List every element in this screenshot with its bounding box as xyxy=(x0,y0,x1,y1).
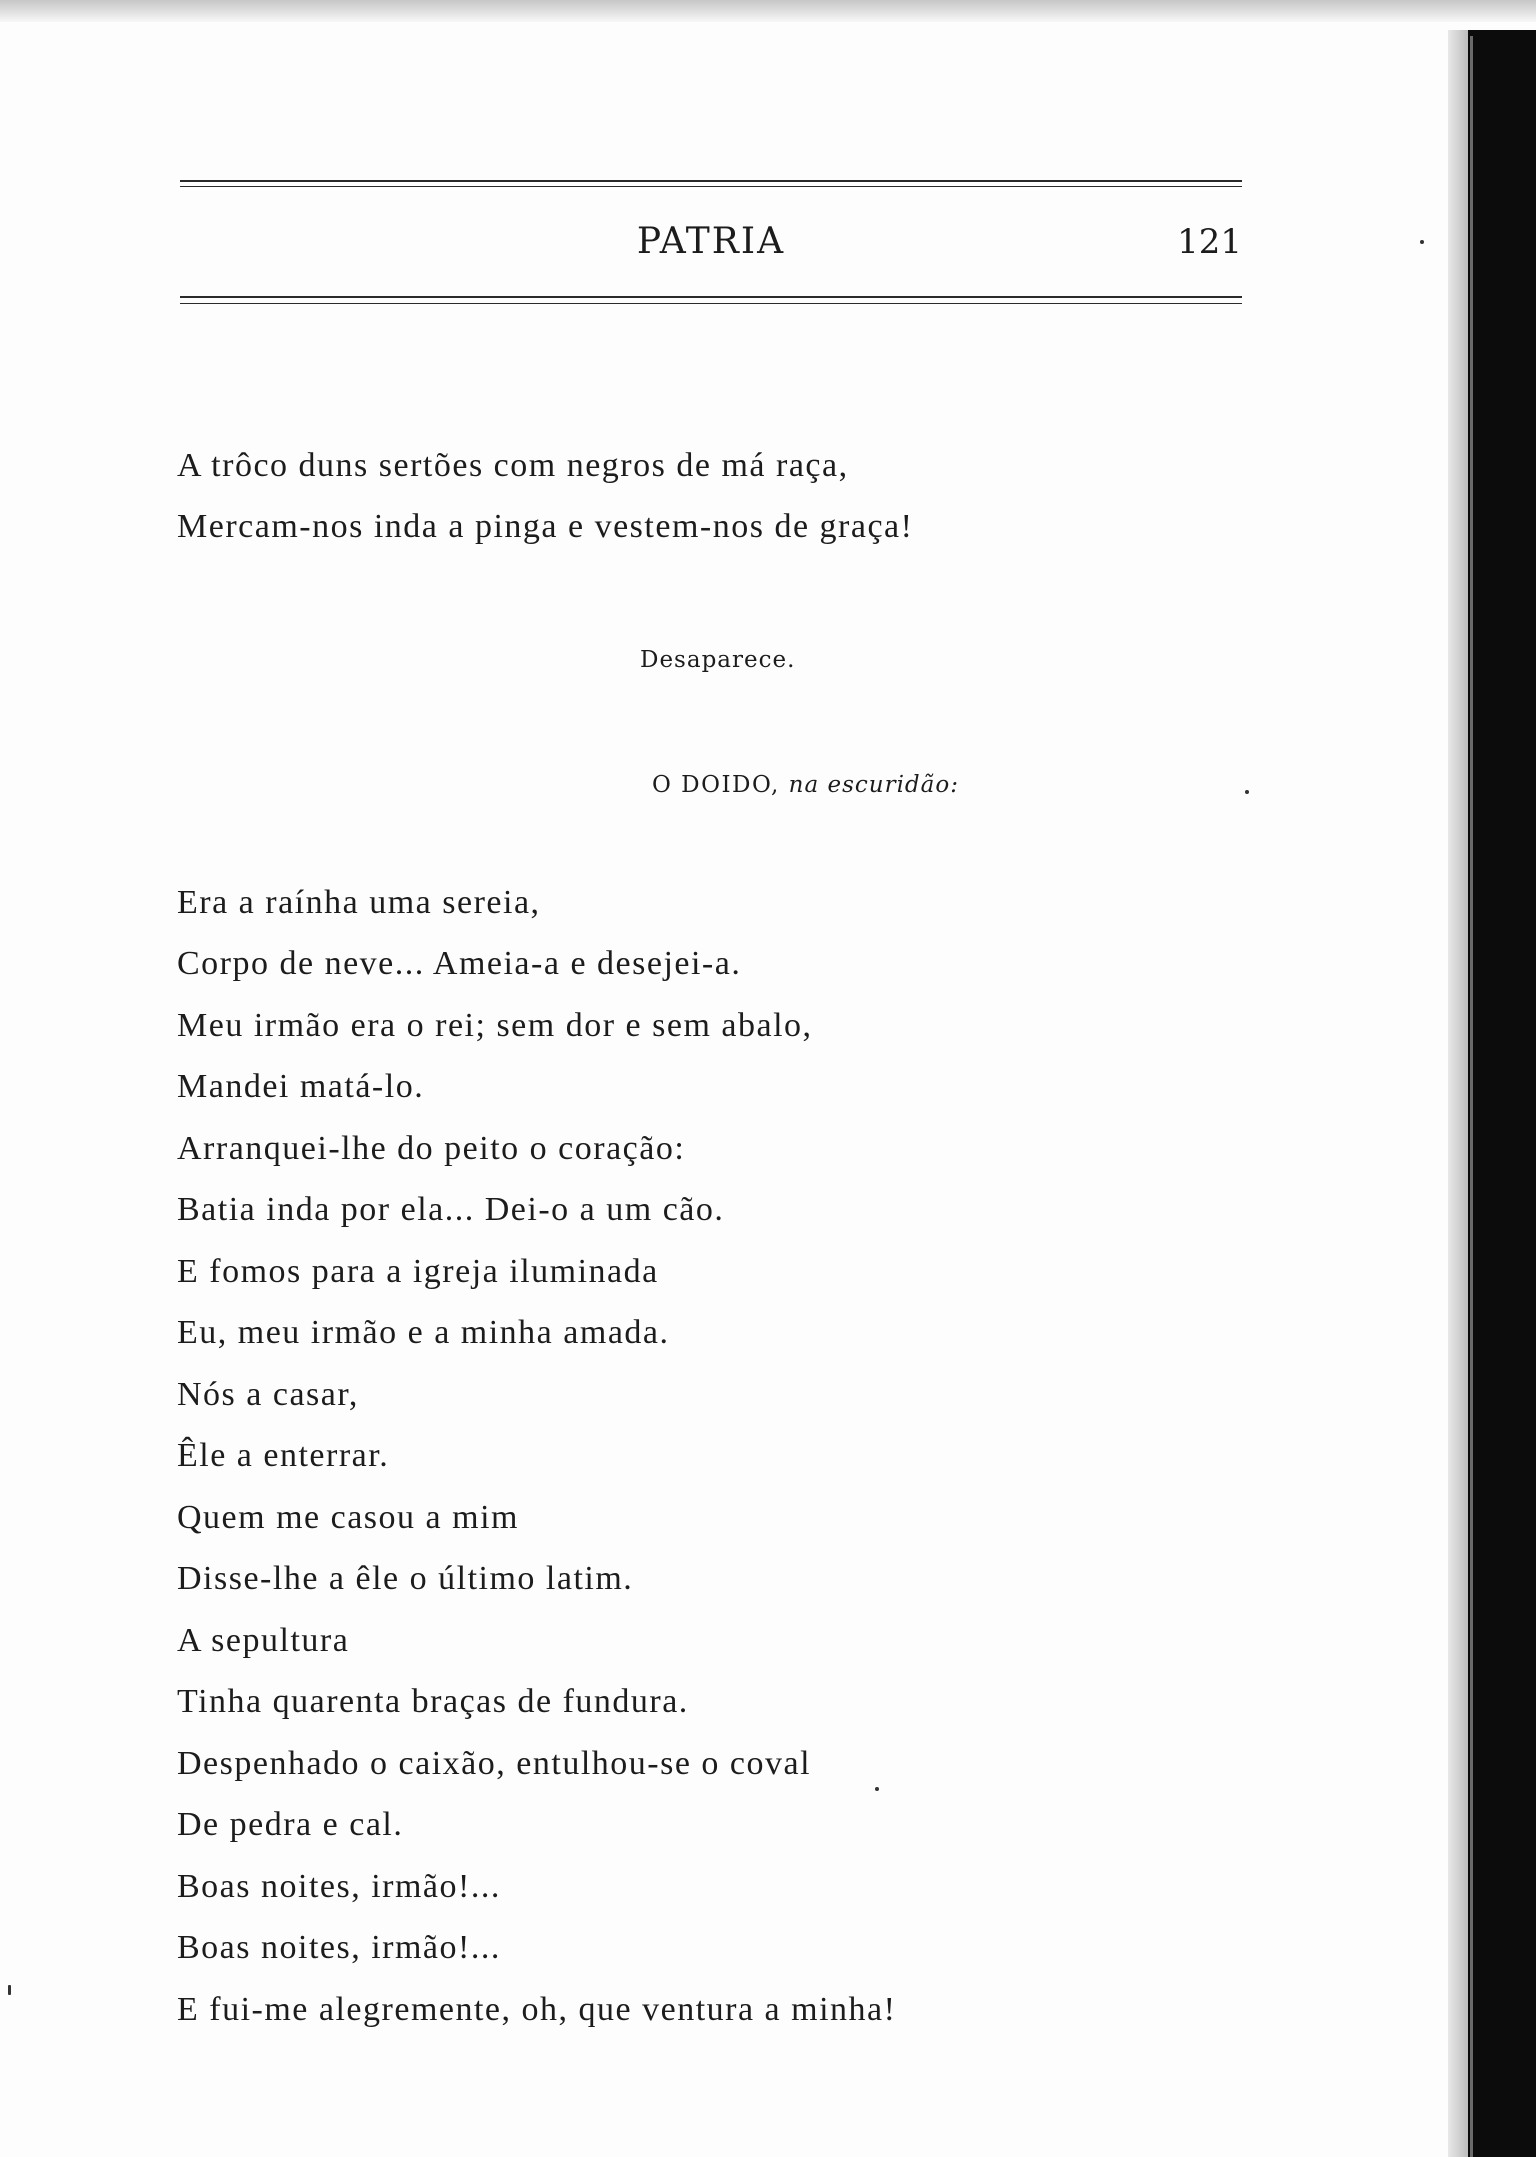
verse-line: Êle a enterrar. xyxy=(177,1437,390,1474)
header-rule-top xyxy=(180,180,1242,182)
verse-line: Batia inda por ela... Dei-o a um cão. xyxy=(177,1191,725,1228)
verse-line: Despenhado o caixão, entulhou-se o coval xyxy=(177,1745,812,1782)
verse-line: Era a raínha uma sereia, xyxy=(177,884,541,921)
verse-line: Mandei matá-lo. xyxy=(177,1068,425,1105)
running-head xyxy=(180,218,1242,266)
header-rule-bottom-thin xyxy=(180,303,1242,304)
binding-shadow xyxy=(1448,30,1468,2157)
verse-line: Eu, meu irmão e a minha amada. xyxy=(177,1314,670,1351)
scan-speck xyxy=(8,1985,11,1995)
verse-line: E fui-me alegremente, oh, que ventura a minha! xyxy=(177,1991,897,2028)
scan-speck xyxy=(1245,790,1249,794)
speaker-name: O DOIDO, xyxy=(652,772,780,798)
verse-line: Boas noites, irmão!... xyxy=(177,1929,501,1966)
verse-line: Quem me casou a mim xyxy=(177,1499,519,1536)
verse-line: Boas noites, irmão!... xyxy=(177,1868,501,1905)
stage-direction: Desaparece. xyxy=(640,647,796,673)
header-rule-top-thin xyxy=(180,186,1242,187)
page-number: 121 xyxy=(1177,222,1242,262)
binding-edge-highlight xyxy=(1470,36,1473,2157)
header-rule-bottom xyxy=(180,296,1242,298)
verse-line: Nós a casar, xyxy=(177,1376,359,1413)
scan-speck xyxy=(875,1787,879,1791)
verse-line: A trôco duns sertões com negros de má raça, xyxy=(177,447,849,484)
verse-line: Arranquei-lhe do peito o coração: xyxy=(177,1130,686,1167)
verse-line: De pedra e cal. xyxy=(177,1806,404,1843)
binding-edge xyxy=(1468,30,1536,2157)
speaker-direction: na escuridão: xyxy=(788,772,959,798)
verse-line: Corpo de neve... Ameia-a e desejei-a. xyxy=(177,945,742,982)
scan-top-edge xyxy=(0,0,1536,22)
speaker-cue xyxy=(652,770,959,800)
verse-line: Disse-lhe a êle o último latim. xyxy=(177,1560,634,1597)
verse-line: A sepultura xyxy=(177,1622,350,1659)
verse-line: E fomos para a igreja iluminada xyxy=(177,1253,659,1290)
scan-speck xyxy=(1420,240,1424,244)
verse-line: Tinha quarenta braças de fundura. xyxy=(177,1683,689,1720)
running-head-title: PATRIA xyxy=(636,221,786,262)
verse-line: Mercam-nos inda a pinga e vestem-nos de graça! xyxy=(177,508,914,545)
verse-line: Meu irmão era o rei; sem dor e sem abalo, xyxy=(177,1007,813,1044)
